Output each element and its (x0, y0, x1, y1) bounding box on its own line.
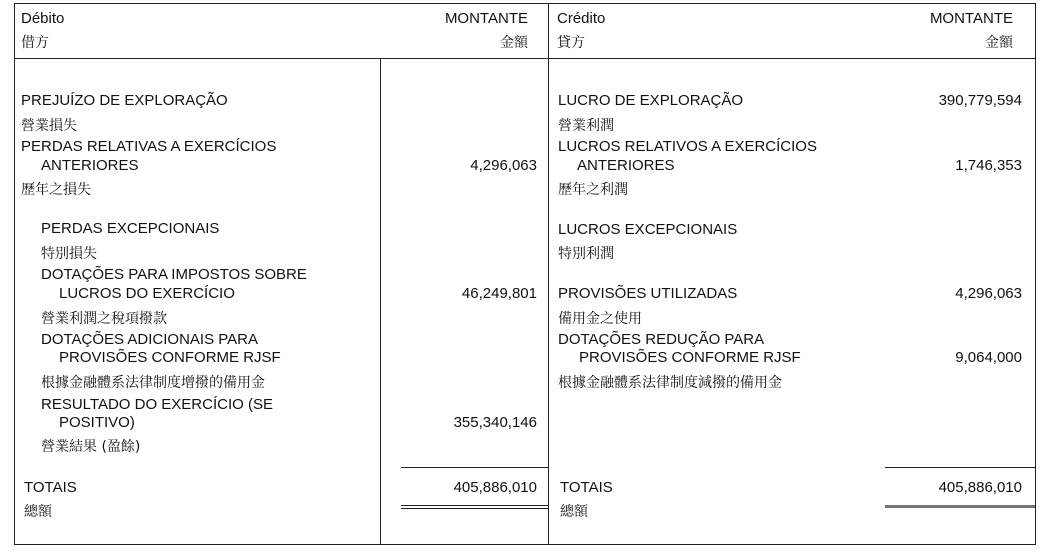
row-dotacoes-imp-zh: 營業利潤之稅項撥款 (41, 311, 167, 327)
row-resultado-pt2: POSITIVO) (59, 414, 135, 431)
row-lucros-ant-zh: 歷年之利潤 (558, 182, 628, 198)
center-divider (548, 3, 549, 545)
row-lucros-exc-zh: 特別利潤 (558, 246, 614, 262)
debit-totals-zh: 總額 (24, 504, 52, 520)
row-perdas-ant-pt2: ANTERIORES (41, 157, 139, 174)
row-perdas-exc-zh: 特別損失 (41, 246, 97, 262)
row-resultado-zh: 營業結果 (盈餘) (41, 439, 141, 455)
row-perdas-ant-pt1: PERDAS RELATIVAS A EXERCÍCIOS (21, 138, 277, 155)
debit-label-zh: 借方 (21, 35, 49, 51)
row-lucro-zh: 營業利潤 (558, 118, 614, 134)
row-dotacoes-adic-pt1: DOTAÇÕES ADICIONAIS PARA (41, 331, 258, 348)
debit-amount-header-zh: 金額 (500, 35, 528, 51)
bottom-border (14, 544, 1036, 545)
credit-amount-header-zh: 金額 (985, 35, 1013, 51)
row-resultado-pt1: RESULTADO DO EXERCÍCIO (SE (41, 396, 273, 413)
debit-total-double-rule-2 (401, 508, 548, 509)
row-dotacoes-red-pt2: PROVISÕES CONFORME RJSF (579, 349, 801, 366)
row-dotacoes-imp-pt1: DOTAÇÕES PARA IMPOSTOS SOBRE (41, 266, 307, 283)
debit-amount-header-pt: MONTANTE (444, 10, 528, 27)
credit-totals-zh: 總額 (560, 504, 588, 520)
row-dotacoes-red-pt1: DOTAÇÕES REDUÇÃO PARA (558, 331, 765, 348)
row-dotacoes-adic-pt2: PROVISÕES CONFORME RJSF (59, 349, 281, 366)
row-dotacoes-adic-zh: 根據金融體系法律制度增撥的備用金 (41, 375, 265, 391)
debit-totals-pt: TOTAIS (24, 479, 77, 496)
top-border (14, 3, 1036, 4)
row-lucros-ant-pt1: LUCROS RELATIVOS A EXERCÍCIOS (558, 138, 817, 155)
credit-label-pt: Crédito (557, 10, 606, 27)
debit-total-double-rule-1 (401, 505, 548, 506)
row-dotacoes-imp-amount: 46,249,801 (461, 285, 537, 302)
row-lucros-ant-pt2: ANTERIORES (577, 157, 675, 174)
debit-subtotal-rule (401, 467, 548, 468)
debit-totals-amount: 405,886,010 (453, 479, 537, 496)
row-lucros-ant-amount: 1,746,353 (955, 157, 1022, 174)
row-prejuizo-zh: 營業損失 (21, 118, 77, 134)
row-lucro-amount: 390,779,594 (938, 92, 1022, 109)
credit-subtotal-rule (885, 467, 1035, 468)
left-border (14, 3, 15, 545)
credit-amount-header-pt: MONTANTE (929, 10, 1013, 27)
row-lucro-pt: LUCRO DE EXPLORAÇÃO (558, 92, 744, 109)
row-perdas-ant-amount: 4,296,063 (470, 157, 537, 174)
row-dotacoes-red-zh: 根據金融體系法律制度減撥的備用金 (558, 375, 782, 391)
row-lucros-exc-pt: LUCROS EXCEPCIONAIS (558, 221, 738, 238)
row-dotacoes-imp-pt2: LUCROS DO EXERCÍCIO (59, 285, 235, 302)
debit-label-pt: Débito (21, 10, 65, 27)
credit-totals-pt: TOTAIS (560, 479, 613, 496)
row-provisoes-pt: PROVISÕES UTILIZADAS (558, 285, 738, 302)
credit-totals-amount: 405,886,010 (938, 479, 1022, 496)
row-dotacoes-red-amount: 9,064,000 (955, 349, 1022, 366)
row-perdas-exc-pt: PERDAS EXCEPCIONAIS (41, 220, 220, 237)
row-prejuizo-pt: PREJUÍZO DE EXPLORAÇÃO (21, 92, 228, 109)
row-provisoes-zh: 備用金之使用 (558, 311, 642, 327)
row-resultado-amount: 355,340,146 (453, 414, 537, 431)
header-bottom-border (14, 58, 1036, 59)
row-provisoes-amount: 4,296,063 (955, 285, 1022, 302)
right-border (1035, 3, 1036, 545)
row-perdas-ant-zh: 歷年之損失 (21, 182, 91, 198)
credit-label-zh: 貸方 (557, 35, 585, 51)
credit-total-double-rule (885, 505, 1035, 508)
